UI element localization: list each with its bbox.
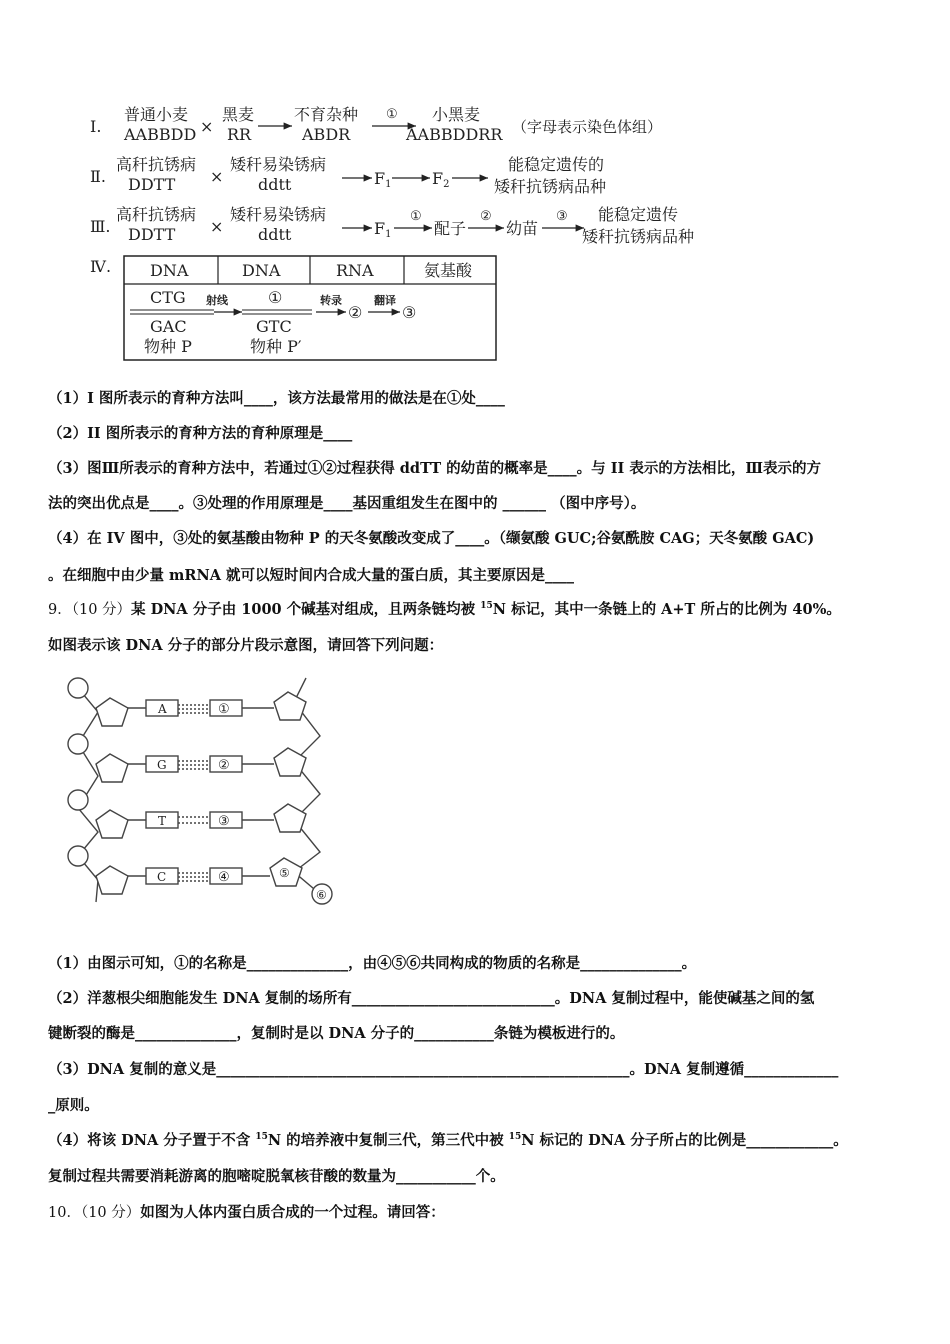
q9-part2-line2: 键断裂的酶是______________，复制时是以 DNA 分子的___________条链为模板进行的。 — [48, 1025, 625, 1042]
row2-parent2-name: 矮秆易染锈病 — [230, 155, 327, 174]
q9-part4-sup-1: 15 — [255, 1132, 268, 1143]
label-5: ⑤ — [279, 866, 290, 880]
row3-step-2: ② — [480, 209, 492, 224]
q9-stem-part-b: N 标记，其中一条链上的 A+T 所占的比例为 40%。 — [492, 601, 841, 618]
row2-result-line1: 能稳定遗传的 — [508, 155, 605, 174]
mutant-codon-bottom: GTC — [256, 317, 292, 336]
row1-result-genome: AABBDDRR — [406, 125, 503, 144]
row1-cross-sign: × — [200, 117, 214, 136]
row2-f2: F2 — [432, 169, 450, 190]
table-header-dna-1: DNA — [150, 261, 189, 280]
row3-step-3: ③ — [556, 209, 568, 224]
q8-part2: （2）II 图所表示的育种方法的育种原理是____ — [48, 425, 353, 442]
row3-parent2-name: 矮秆易染锈病 — [230, 205, 327, 224]
q9-part4-line1 — [48, 1129, 848, 1150]
row2-parent1-genotype: DDTT — [128, 175, 176, 194]
row3-f1: F1 — [374, 219, 392, 240]
sugar-right-3 — [274, 804, 306, 832]
q9-part3-line2: _原则。 — [48, 1097, 99, 1114]
row2-number: Ⅱ. — [90, 167, 106, 186]
q9-part4-b: N 的培养液中复制三代，第三代中被 — [267, 1132, 509, 1149]
phosphate-left-4 — [68, 846, 88, 866]
row2-f1: F1 — [374, 169, 392, 190]
q9-stem-line1 — [48, 598, 841, 619]
q9-part1: （1）由图示可知，①的名称是______________，由④⑤⑥共同构成的物质的名称是______________。 — [48, 955, 697, 972]
sugar-left-1 — [96, 698, 128, 726]
label-4: ④ — [218, 870, 230, 885]
phosphate-left-2 — [68, 734, 88, 754]
row2-parent1-name: 高秆抗锈病 — [116, 155, 197, 174]
base-label-g: G — [157, 758, 167, 772]
sugar-left-3 — [96, 810, 128, 838]
row3-result-line2: 矮秆抗锈病品种 — [582, 227, 695, 246]
base-label-c: C — [157, 870, 167, 884]
row3-step-1: ① — [410, 209, 422, 224]
q8-part4-line2: 。在细胞中由少量 mRNA 就可以短时间内合成大量的蛋白质，其主要原因是____ — [48, 567, 574, 584]
row1-result-name: 小黑麦 — [432, 105, 481, 124]
dna-fragment-diagram — [58, 672, 358, 922]
translate-label: 翻译 — [374, 294, 396, 307]
q9-part4-a: （4）将该 DNA 分子置于不含 — [48, 1132, 256, 1149]
row3-parent1-genotype: DDTT — [128, 225, 176, 244]
row1-parent2-name: 黑麦 — [222, 105, 255, 124]
original-codon-top: CTG — [150, 288, 186, 307]
q8-part4-line1: （4）在 IV 图中，③处的氨基酸由物种 P 的天冬氨酸改变成了____。（缬氨酸 GUC;谷氨酰胺 CAG；天冬氨酸 GAC) — [48, 530, 815, 547]
q9-part2-line1: （2）洋葱根尖细胞能发生 DNA 复制的场所有____________________________。DNA 复制过程中，能使碱基之间的氢 — [48, 990, 815, 1007]
row1-step-1: ① — [386, 107, 398, 122]
row1-hybrid-name: 不育杂种 — [294, 105, 359, 124]
row1-parent1-genome: AABBDD — [124, 125, 197, 144]
row3-number: Ⅲ. — [90, 217, 111, 236]
label-1: ① — [218, 702, 230, 717]
sugar-left-4 — [96, 866, 128, 894]
q9-number: 9．（10 分） — [48, 602, 132, 618]
phosphate-left-1 — [68, 678, 88, 698]
label-2: ② — [218, 758, 230, 773]
row3-result-line1: 能稳定遗传 — [598, 205, 679, 224]
row3-parent2-genotype: ddtt — [258, 225, 292, 244]
rna-codon-2: ② — [348, 303, 363, 322]
q8-part3-line2: 法的突出优点是____。③处理的作用原理是____基因重组发生在图中的 ______ （图中序号）。 — [48, 495, 646, 512]
row4-number: Ⅳ. — [90, 257, 112, 276]
transcribe-label: 转录 — [320, 294, 342, 307]
q8-part1: （1）I 图所表示的育种方法叫____，该方法最常用的做法是在①处____ — [48, 390, 505, 407]
row1-hybrid-genome: ABDR — [302, 125, 351, 144]
mutant-codon-top: ① — [268, 288, 283, 307]
row2-cross-sign: × — [210, 167, 224, 186]
q10-stem-text: 如图为人体内蛋白质合成的一个过程。请回答： — [140, 1204, 445, 1221]
q9-part4-line2: 复制过程共需要消耗游离的胞嘧啶脱氧核苷酸的数量为___________个。 — [48, 1168, 505, 1185]
row2-parent2-genotype: ddtt — [258, 175, 292, 194]
table-header-dna-2: DNA — [242, 261, 281, 280]
row1-note: （字母表示染色体组） — [512, 118, 663, 136]
ray-label: 射线 — [206, 294, 228, 307]
row3-parent1-name: 高秆抗锈病 — [116, 205, 197, 224]
label-3: ③ — [218, 814, 230, 829]
row3-seedling: 幼苗 — [506, 219, 539, 238]
table-header-amino-acid: 氨基酸 — [424, 261, 473, 280]
row1-parent2-genome: RR — [227, 125, 252, 144]
q9-stem-part-a: 某 DNA 分子由 1000 个碱基对组成，且两条链均被 — [131, 601, 481, 618]
row3-gamete: 配子 — [434, 219, 467, 238]
row1-parent1-name: 普通小麦 — [124, 105, 189, 124]
q9-part4-sup-2: 15 — [508, 1132, 522, 1143]
q9-stem-line2: 如图表示该 DNA 分子的部分片段示意图，请回答下列问题： — [48, 637, 444, 654]
row2-result-line2: 矮秆抗锈病品种 — [494, 177, 607, 196]
base-label-t: T — [158, 814, 167, 828]
phosphate-left-3 — [68, 790, 88, 810]
row3-cross-sign: × — [210, 217, 224, 236]
q9-part4-c: N 标记的 DNA 分子所占的比例是____________。 — [521, 1132, 848, 1149]
base-label-a: A — [158, 702, 167, 716]
original-codon-bottom: GAC — [150, 317, 187, 336]
q10-number: 10．（10 分） — [48, 1205, 141, 1221]
q9-superscript-15: 15 — [480, 601, 493, 612]
label-6: ⑥ — [316, 888, 327, 902]
species-p: 物种 P — [144, 337, 192, 356]
sugar-right-1 — [274, 692, 306, 720]
q10-stem — [48, 1201, 445, 1222]
species-p-prime: 物种 P′ — [250, 337, 302, 356]
breeding-figure — [80, 100, 740, 365]
table-header-rna: RNA — [336, 261, 374, 280]
q8-part3-line1: （3）图Ⅲ所表示的育种方法中，若通过①②过程获得 ddTT 的幼苗的概率是____。与 II 表示的方法相比，Ⅲ表示的方 — [48, 460, 821, 477]
sugar-right-2 — [274, 748, 306, 776]
row1-number: Ⅰ. — [90, 117, 102, 136]
sugar-left-2 — [96, 754, 128, 782]
q9-part3-line1: （3）DNA 复制的意义是_________________________________________________________。DNA 复制遵循_____________ — [48, 1061, 839, 1078]
amino-acid-3: ③ — [402, 303, 417, 322]
